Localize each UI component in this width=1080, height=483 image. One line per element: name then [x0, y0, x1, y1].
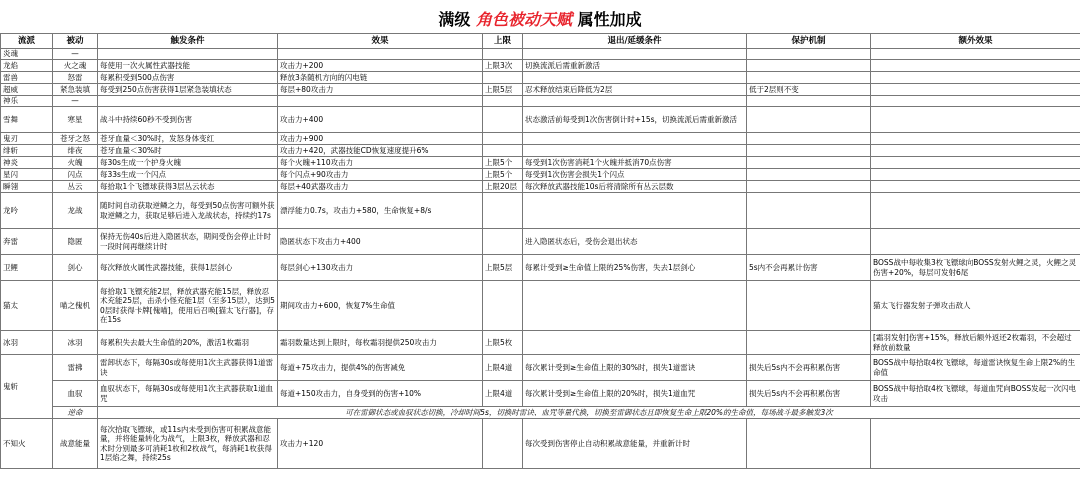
header-extra: 额外效果 [871, 34, 1080, 49]
exit-cell: 每次释放武器技能10s后将清除所有丛云层数 [523, 181, 747, 193]
effect-cell: 每道+150攻击力，自身受到的伤害+10% [278, 381, 483, 407]
passive-cell: 寒星 [53, 107, 98, 133]
protect-cell: 5s内不会再累计伤害 [747, 255, 871, 281]
exit-cell: 进入隐匿状态后，受伤会退出状态 [523, 229, 747, 255]
extra-cell: BOSS战中每拾取4枚飞镖球，每道血咒向BOSS发起一次闪电攻击 [871, 381, 1080, 407]
cap-cell: 上限20层 [483, 181, 523, 193]
title-prefix: 满级 [438, 10, 471, 29]
school-cell: 神乐 [1, 96, 53, 107]
effect-cell: 攻击力+420，武器技能CD恢复速度提升6% [278, 145, 483, 157]
effect-cell: 每个火魄+110攻击力 [278, 157, 483, 169]
table-row [1, 107, 1080, 133]
school-cell: 瞬翎 [1, 181, 53, 193]
header-cap: 上限 [483, 34, 523, 49]
passive-cell: 冰羽 [53, 331, 98, 355]
passive-cell: 苍牙之怒 [53, 133, 98, 145]
trigger-cell: 雷卸状态下，每隔30s或每使用1次主武器获得1道雷诀 [98, 355, 278, 381]
header-protect: 保护机制 [747, 34, 871, 49]
effect-cell: 每层+40武器攻击力 [278, 181, 483, 193]
effect-cell: 漂浮能力0.7s，攻击力+580，生命恢复+8/s [278, 193, 483, 229]
exit-cell: 每受到1次伤害消耗1个火魄并抵消70点伤害 [523, 157, 747, 169]
talent-table [0, 33, 1080, 469]
table-row [1, 72, 1080, 84]
table-row [1, 60, 1080, 72]
table-row [1, 49, 1080, 60]
exit-cell: 每受到1次伤害会损失1个闪点 [523, 169, 747, 181]
school-cell: 卫鲤 [1, 255, 53, 281]
effect-cell: 隐匿状态下攻击力+400 [278, 229, 483, 255]
school-cell: 不知火 [1, 419, 53, 469]
school-cell: 雪舞 [1, 107, 53, 133]
table-row [1, 169, 1080, 181]
trigger-cell: 苍牙血量＜30%时 [98, 145, 278, 157]
passive-cell: 火之魂 [53, 60, 98, 72]
school-cell: 炎魂 [1, 49, 53, 60]
table-row [1, 229, 1080, 255]
cap-cell: 上限5层 [483, 84, 523, 96]
trigger-cell: 每拾取1个飞镖球获得3层丛云状态 [98, 181, 278, 193]
trigger-cell: 每受到250点伤害获得1层紧急装填状态 [98, 84, 278, 96]
passive-cell: — [53, 96, 98, 107]
passive-cell: 紧急装填 [53, 84, 98, 96]
trigger-cell: 每次拾取飞镖球，或11s内未受到伤害可积累战意能量，并将能量转化为战气，上限3枚，释放武器和忍术时分别最多可消耗1枚和2枚战气，每消耗1枚获得1层焰之舞，持续25s [98, 419, 278, 469]
school-cell: 雷兽 [1, 72, 53, 84]
table-row [1, 96, 1080, 107]
exit-cell: 每次受到伤害停止自动积累战意能量，并重新计时 [523, 419, 747, 469]
school-cell: 龙吟 [1, 193, 53, 229]
table-row [1, 157, 1080, 169]
passive-cell: 血驭 [53, 381, 98, 407]
cap-cell: 上限4道 [483, 381, 523, 407]
trigger-cell: 每使用一次火属性武器技能 [98, 60, 278, 72]
trigger-cell: 每累积受到500点伤害 [98, 72, 278, 84]
passive-cell: 剑心 [53, 255, 98, 281]
protect-cell: 损失后5s内不会再积累伤害 [747, 381, 871, 407]
trigger-cell: 战斗中持续60秒不受到伤害 [98, 107, 278, 133]
header-exit: 退出/延缓条件 [523, 34, 747, 49]
effect-cell: 每层剑心+130攻击力 [278, 255, 483, 281]
extra-cell: [霜羽发射]伤害+15%，释放后额外返还2枚霜羽，不会超过释放前数量 [871, 331, 1080, 355]
exit-cell: 每次累计受到≥生命值上限的20%时，损失1道血咒 [523, 381, 747, 407]
school-cell: 奔雷 [1, 229, 53, 255]
trigger-cell: 每次释放火属性武器技能，获得1层剑心 [98, 255, 278, 281]
header-row [1, 34, 1080, 49]
table-row [1, 133, 1080, 145]
school-cell: 超威 [1, 84, 53, 96]
table-row [1, 281, 1080, 331]
school-cell: 鬼斩 [1, 355, 53, 419]
cap-cell: 上限5层 [483, 255, 523, 281]
passive-cell: 龙战 [53, 193, 98, 229]
effect-cell: 霜羽数量达到上限时，每枚霜羽提供250攻击力 [278, 331, 483, 355]
passive-cell: 闪点 [53, 169, 98, 181]
table-row [1, 255, 1080, 281]
cap-cell: 上限5个 [483, 169, 523, 181]
effect-cell: 攻击力+400 [278, 107, 483, 133]
table-row [1, 331, 1080, 355]
exit-cell: 忍术释放结束后降低为2层 [523, 84, 747, 96]
trigger-cell: 保持无伤40s后进入隐匿状态，期间受伤会停止计时一段时间再继续计时 [98, 229, 278, 255]
table-row [1, 84, 1080, 96]
effect-cell: 每道+75攻击力，提供4%的伤害减免 [278, 355, 483, 381]
passive-cell: 雷拂 [53, 355, 98, 381]
exit-cell: 切换流派后需重新激活 [523, 60, 747, 72]
effect-cell: 攻击力+900 [278, 133, 483, 145]
effect-cell: 期间攻击力+600，恢复7%生命值 [278, 281, 483, 331]
header-trigger: 触发条件 [98, 34, 278, 49]
trigger-cell: 血驭状态下，每隔30s或每使用1次主武器获取1道血咒 [98, 381, 278, 407]
effect-cell: 释放3条随机方向的闪电链 [278, 72, 483, 84]
table-row [1, 355, 1080, 381]
trigger-cell: 每累积失去最大生命值的20%，激活1枚霜羽 [98, 331, 278, 355]
cap-cell: 上限3次 [483, 60, 523, 72]
protect-cell: 低于2层则不变 [747, 84, 871, 96]
header-school: 流派 [1, 34, 53, 49]
passive-cell: 怒雷 [53, 72, 98, 84]
school-cell: 星闪 [1, 169, 53, 181]
passive-cell: 隐匿 [53, 229, 98, 255]
passive-cell: 丛云 [53, 181, 98, 193]
school-cell: 龙焰 [1, 60, 53, 72]
protect-cell: 损失后5s内不会再积累伤害 [747, 355, 871, 381]
effect-cell: 攻击力+120 [278, 419, 483, 469]
effect-cell: 攻击力+200 [278, 60, 483, 72]
table-row [1, 419, 1080, 469]
extra-cell: BOSS战中每收集3枚飞镖球向BOSS发射火鲤之灵，火鲤之灵伤害+20%，每层可发射6尾 [871, 255, 1080, 281]
extra-cell: BOSS战中每拾取4枚飞镖球，每道雷诀恢复生命上限2%的生命值 [871, 355, 1080, 381]
table-row [1, 145, 1080, 157]
trigger-cell: 每33s生成一个闪点 [98, 169, 278, 181]
effect-cell: 每层+80攻击力 [278, 84, 483, 96]
table-row [1, 381, 1080, 407]
school-cell: 鬼刃 [1, 133, 53, 145]
note-cell: 可在雷御状态或血驭状态切换，冷却时间5s，切换时雷诀、血咒等量代换，切换至雷御状态且即恢复生命上限20%的生命值，每场战斗最多触发3次 [98, 407, 1080, 419]
passive-cell: — [53, 49, 98, 60]
school-cell: 绯斩 [1, 145, 53, 157]
title-highlight: 角色被动天赋 [475, 10, 572, 29]
effect-cell: 每个闪点+90攻击力 [278, 169, 483, 181]
header-passive: 被动 [53, 34, 98, 49]
passive-cell: 火魄 [53, 157, 98, 169]
table-row [1, 181, 1080, 193]
table-row [1, 407, 1080, 419]
trigger-cell: 每拾取1飞镖充能2层，释放武器充能15层，释放忍术充能25层，击杀小怪充能1层（至多15层），达到50层时获得卡牌[傀喵]，使用后召唤[猫太飞行器]，存在15s [98, 281, 278, 331]
page-title [0, 6, 1080, 34]
trigger-cell: 每30s生成一个护身火魄 [98, 157, 278, 169]
header-effect: 效果 [278, 34, 483, 49]
table-row [1, 193, 1080, 229]
exit-cell: 每次累计受到≥生命值上限的30%时，损失1道雷诀 [523, 355, 747, 381]
passive-cell: 绯夜 [53, 145, 98, 157]
exit-cell: 每累计受到≥生命值上限的25%伤害，失去1层剑心 [523, 255, 747, 281]
trigger-cell: 苍牙血量＜30%时，发怒身体变红 [98, 133, 278, 145]
trigger-cell: 随时间自动获取逆鳞之力，每受到50点伤害可额外获取逆鳞之力，获取足够后进入龙战状态，持续约17s [98, 193, 278, 229]
passive-cell: 战意能量 [53, 419, 98, 469]
passive-cell: 喵之傀机 [53, 281, 98, 331]
cap-cell: 上限4道 [483, 355, 523, 381]
school-cell: 猫太 [1, 281, 53, 331]
school-cell: 冰羽 [1, 331, 53, 355]
passive-cell: 逆命 [53, 407, 98, 419]
exit-cell: 状态激活前每受到1次伤害倒计时+15s，切换流派后需重新激活 [523, 107, 747, 133]
extra-cell: 猫太飞行器发射子弹攻击敌人 [871, 281, 1080, 331]
cap-cell: 上限5个 [483, 157, 523, 169]
title-suffix: 属性加成 [577, 10, 642, 29]
school-cell: 神炎 [1, 157, 53, 169]
cap-cell: 上限5枚 [483, 331, 523, 355]
